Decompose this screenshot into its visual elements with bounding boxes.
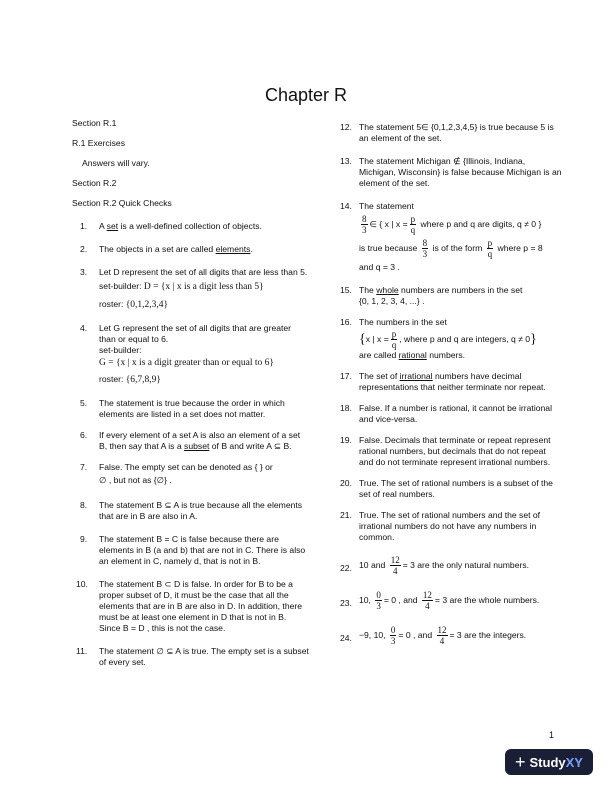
fraction: $\frac{p}{q}$: [487, 238, 493, 259]
list-item: 4. Let G represent the set of all digits that are greater than or equal to 6. set-builder: G = {x | x is a digit greater than or equal to 6} roster: {6,7,8,9}: [80, 323, 292, 385]
list-item: 5. The statement is true because the order in which elements are listed in a set does not matter.: [80, 398, 285, 419]
answers-text: Answers will vary.: [82, 158, 150, 168]
fraction: $\frac{12}{4}$: [422, 590, 432, 611]
fraction: $\frac{8}{3}$: [362, 214, 367, 235]
fraction: $\frac{p}{q}$: [391, 329, 397, 350]
list-item: 16. The numbers in the set {x | x = $\frac{p}{q}$ , where p and q are integers, q ≠ 0} are called rational numbers.: [340, 317, 537, 360]
list-item: 8. The statement B ⊆ A is true because all the elements that are in B are also in A.: [80, 500, 303, 521]
list-item: 20. True. The set of rational numbers is a subset of the set of real numbers.: [340, 478, 553, 499]
page-number: 1: [548, 730, 554, 740]
list-item: 9. The statement B = C is false because there are elements in B (a and b) that are not in C. There is also an element in C, namely d, that is not in B.: [80, 534, 306, 566]
fraction: $\frac{0}{3}$: [376, 590, 381, 611]
list-item: 2. The objects in a set are called elements.: [80, 244, 253, 254]
list-item: 21. True. The set of rational numbers and the set of irrational numbers do not have any numbers in common.: [340, 510, 541, 542]
exercises-heading: R.1 Exercises: [72, 138, 126, 148]
plus-icon: +: [515, 751, 526, 772]
list-item: 14. The statement $\frac{8}{3}$ ∈ { x | x = $\frac{p}{q}$ where p and q are digits, q ≠ 0 } is true because $\frac{8}{3}$ is of the form $\frac{p}{q}$ where p = 8 and q = 3 .: [340, 201, 543, 272]
list-item: 7. False. The empty set can be denoted as { } or ∅ , but not as {∅} .: [80, 462, 273, 485]
section-heading-2: Section R.2: [72, 178, 117, 188]
fraction: $\frac{0}{3}$: [390, 625, 396, 646]
list-item: 18. False. If a number is rational, it cannot be irrational and vice-versa.: [340, 403, 552, 424]
list-item: 10. The statement B ⊂ D is false. In order for B to be a proper subset of D, it must be the case that all the elements that are in B are also in D. In addition, there must be at least one element in D that is not in B. Since B = D , this is not the case.: [76, 579, 303, 633]
page-title: Chapter R: [264, 85, 348, 105]
right-column: [340, 122, 562, 655]
list-item: 13. The statement Michigan ∉ {Illinois, Indiana, Michigan, Wisconsin} is false because Michigan is an element of the set.: [340, 156, 562, 188]
list-item: 15. The whole numbers are numbers in the set {0, 1, 2, 3, 4, ...} .: [340, 285, 523, 306]
section-heading: Section R.1: [72, 118, 117, 128]
list-item: 22. 10 and $\frac{12}{4}$ = 3 are the only natural numbers.: [340, 555, 530, 576]
list-item: 1. A set is a well-defined collection of objects.: [80, 221, 262, 231]
list-item: 19. False. Decimals that terminate or repeat represent rational numbers, but decimals that do not repeat and do not terminate represent irrational numbers.: [340, 435, 551, 467]
fraction: $\frac{12}{4}$: [437, 625, 447, 646]
quick-checks-heading: Section R.2 Quick Checks: [72, 198, 172, 208]
left-column: [72, 118, 310, 677]
list-item: 24. −9, 10, $\frac{0}{3}$ = 0 , and $\frac{12}{4}$ = 3 are the integers.: [340, 625, 527, 646]
list-item: 12. The statement 5∈ {0,1,2,3,4,5} is true because 5 is an element of the set.: [340, 122, 554, 143]
studyxy-logo[interactable]: + Study XY: [505, 749, 593, 775]
list-item: 3. Let D represent the set of all digits that are less than 5. set-builder: D = {x | x is a digit less than 5} roster: {0,1,2,3,4}: [80, 267, 308, 310]
fraction: $\frac{p}{q}$: [410, 214, 416, 235]
fraction: $\frac{8}{3}$: [422, 238, 428, 259]
list-item: 6. If every element of a set A is also an element of a set B, then say that A is a subset of B and write A ⊆ B.: [80, 430, 301, 451]
list-item: 17. The set of irrational numbers have decimal representations that neither terminate nor repeat.: [340, 371, 546, 392]
fraction: $\frac{12}{4}$: [390, 555, 400, 576]
list-item: 11. The statement ∅ ⊆ A is true. The empty set is a subset of every set.: [76, 646, 309, 667]
list-item: 23. 10, $\frac{0}{3}$ = 0 , and $\frac{12}{4}$ = 3 are the whole numbers.: [340, 590, 540, 611]
